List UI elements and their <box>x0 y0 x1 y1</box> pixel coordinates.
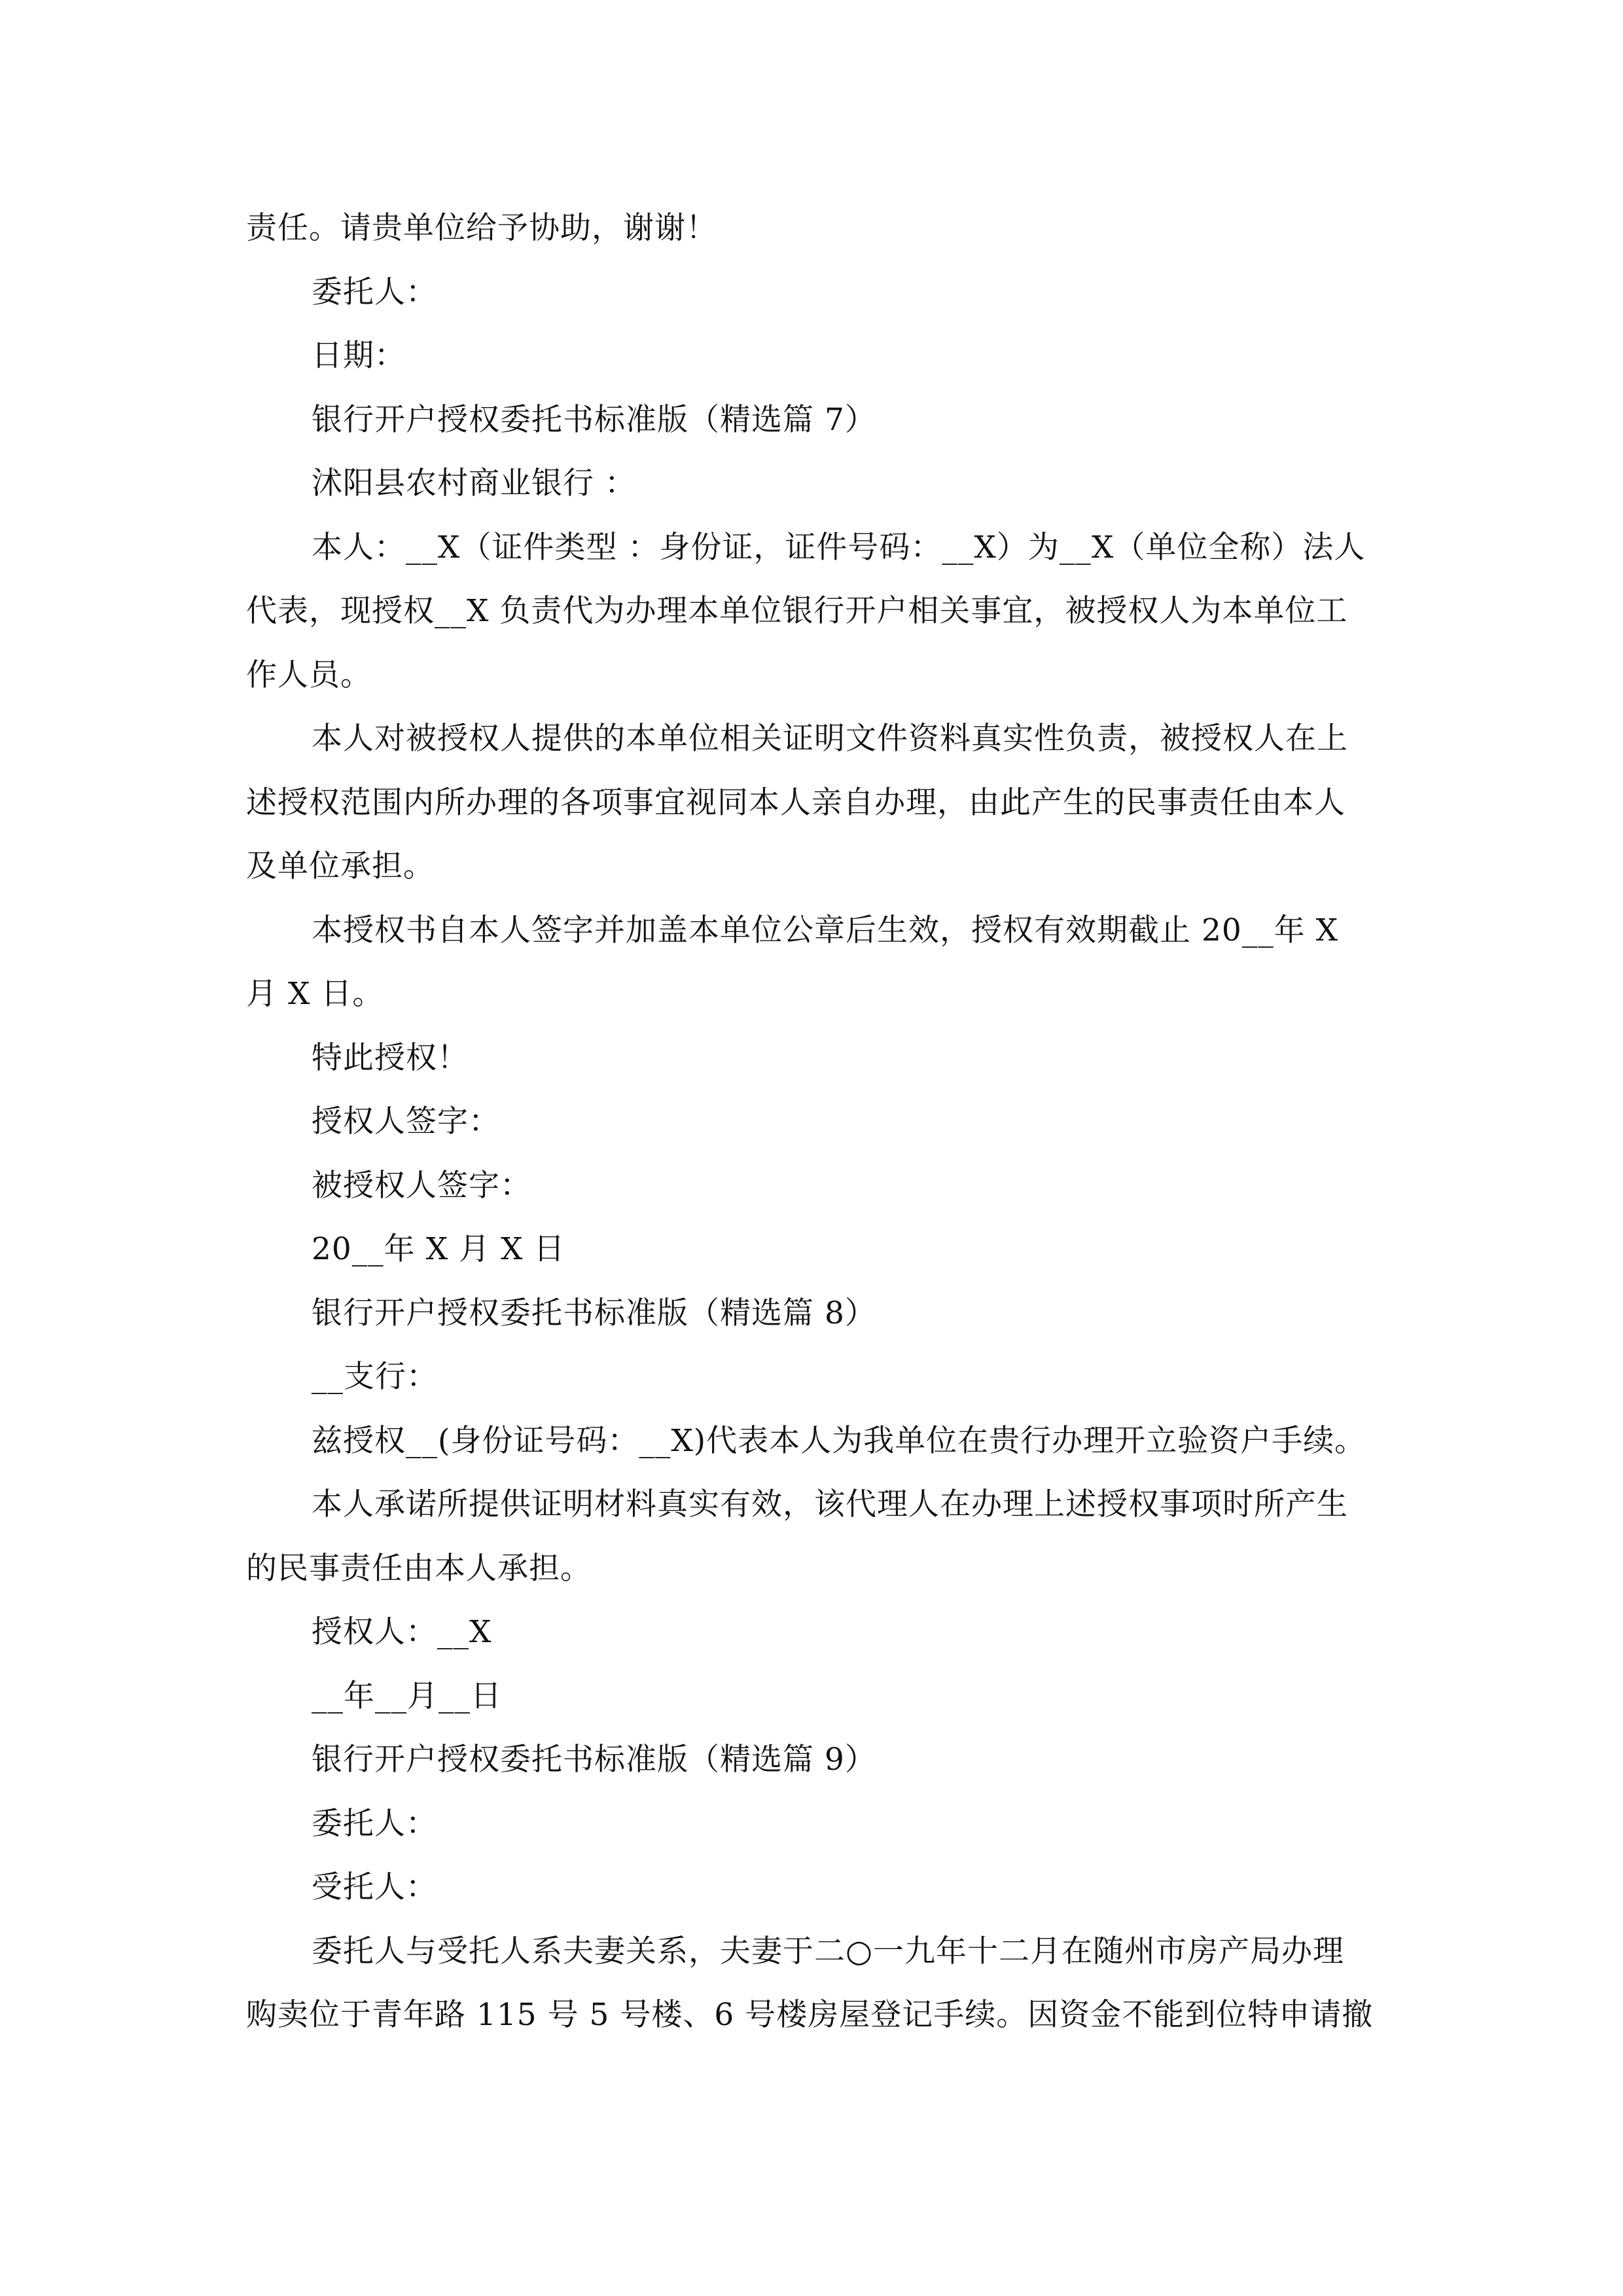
text-line: 委托人： <box>312 1805 437 1842</box>
text-line: 本人对被授权人提供的本单位相关证明文件资料真实性负责，被授权人在上 <box>312 721 1348 757</box>
text-line: 月 X 日。 <box>246 976 384 1012</box>
text-line: 代表，现授权__X 负责代为办理本单位银行开户相关事宜，被授权人为本单位工 <box>246 593 1348 629</box>
text-line: 述授权范围内所办理的各项事宜视同本人亲自办理，由此产生的民事责任由本人 <box>246 784 1346 821</box>
text-line: 20__年 X 月 X 日 <box>312 1231 565 1267</box>
text-line: 购卖位于青年路 115 号 5 号楼、6 号楼房屋登记手续。因资金不能到位特申请撤 <box>246 1997 1374 2033</box>
text-line: 委托人与受托人系夫妻关系，夫妻于二○一九年十二月在随州市房产局办理 <box>312 1933 1345 1969</box>
text-line: 本授权书自本人签字并加盖本单位公章后生效，授权有效期截止 20__年 X <box>312 912 1339 948</box>
text-line: 作人员。 <box>246 656 372 693</box>
text-line: 被授权人签字： <box>312 1167 531 1204</box>
text-line: 受托人： <box>312 1869 437 1905</box>
text-line: 的民事责任由本人承担。 <box>246 1550 592 1587</box>
text-line: __支行： <box>312 1359 438 1395</box>
text-line: 沭阳县农村商业银行 ： <box>312 465 636 501</box>
text-line: 及单位承担。 <box>246 848 435 884</box>
text-line: 本人：__X（证件类型 ：身份证，证件号码：__X）为__X（单位全称）法人 <box>312 529 1366 565</box>
text-line: 授权人签字： <box>312 1103 500 1139</box>
text-line: 特此授权！ <box>312 1039 469 1076</box>
text-line: 兹授权__(身份证号码：__X)代表本人为我单位在贵行办理开立验资户手续。 <box>312 1422 1366 1459</box>
document-body <box>246 196 1378 2047</box>
text-line: 银行开户授权委托书标准版（精选篇 8） <box>312 1295 876 1331</box>
text-line: __年__月__日 <box>312 1677 502 1714</box>
text-line: 授权人：__X <box>312 1614 492 1650</box>
text-line: 日期： <box>312 338 406 374</box>
text-line: 银行开户授权委托书标准版（精选篇 7） <box>312 401 876 438</box>
text-line: 本人承诺所提供证明材料真实有效，该代理人在办理上述授权事项时所产生 <box>312 1486 1348 1522</box>
text-line: 委托人： <box>312 274 437 310</box>
text-line: 责任。请贵单位给予协助，谢谢！ <box>246 210 717 246</box>
text-line: 银行开户授权委托书标准版（精选篇 9） <box>312 1742 876 1778</box>
